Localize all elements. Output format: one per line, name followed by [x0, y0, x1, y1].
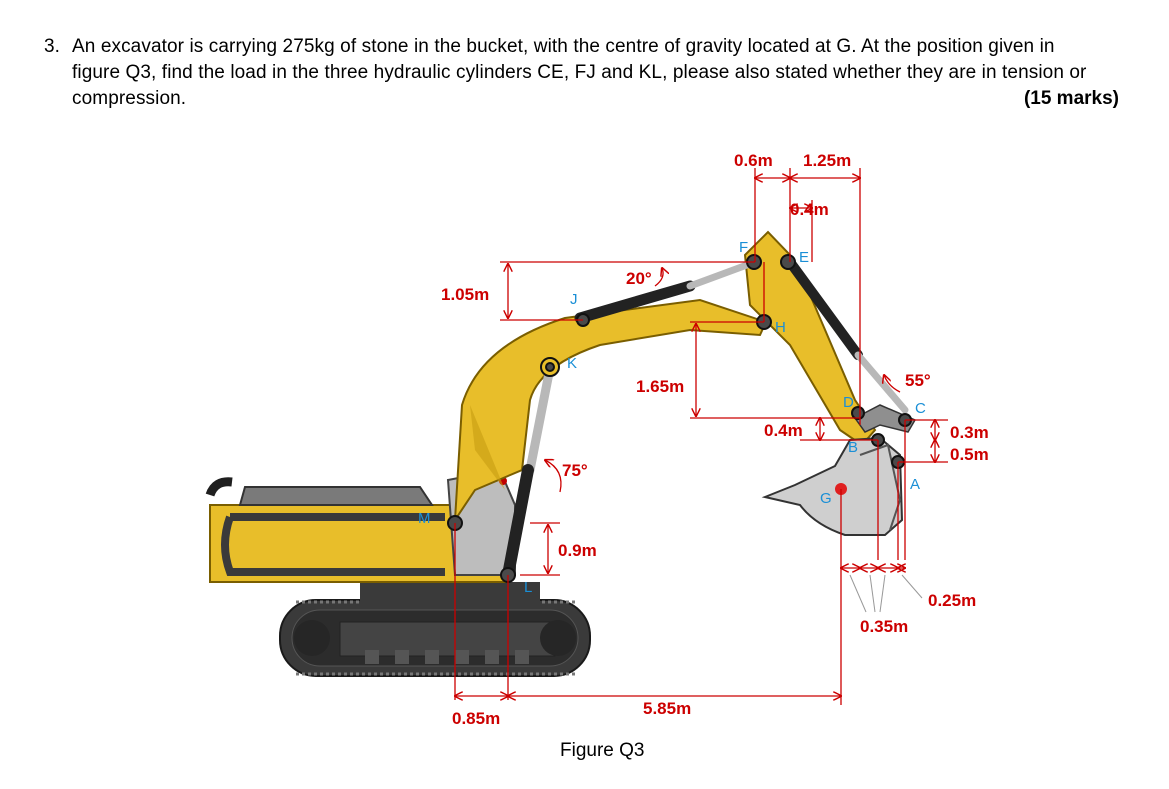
question-number: 3.	[44, 36, 60, 57]
question-marks: (15 marks)	[1023, 88, 1119, 109]
dim-75deg: 75°	[562, 461, 588, 480]
point-label-L: L	[524, 579, 533, 596]
point-label-H: H	[775, 319, 786, 336]
dim-1-05m: 1.05m	[441, 285, 490, 304]
dim-0-35m: 0.35m	[860, 617, 909, 636]
point-label-K: K	[567, 355, 578, 372]
question-line-2: figure Q3, find the load in the three hydraulic cylinders CE, FJ and KL, please also stated whether they are in tension or	[72, 62, 1087, 83]
point-label-J: J	[570, 291, 578, 308]
dim-0-25m: 0.25m	[928, 591, 977, 610]
dim-0-5m: 0.5m	[950, 445, 989, 464]
point-label-F: F	[739, 239, 749, 256]
dim-0-6m: 0.6m	[734, 151, 773, 170]
dim-1-65m: 1.65m	[636, 377, 685, 396]
dim-0-4m-top: 0.4m	[790, 200, 829, 219]
dim-5-85m: 5.85m	[643, 699, 692, 718]
dim-0-85m: 0.85m	[452, 709, 501, 728]
crawler-track	[280, 600, 590, 676]
question-line-3: compression.	[72, 88, 187, 109]
question-line-1: An excavator is carrying 275kg of stone in the bucket, with the centre of gravity located at G. At the position given in	[72, 36, 1055, 57]
point-label-G: G	[820, 490, 832, 507]
point-label-B: B	[848, 439, 859, 456]
upper-body	[210, 470, 540, 604]
point-label-C: C	[915, 400, 926, 417]
dim-0-3m: 0.3m	[950, 423, 989, 442]
dim-55deg: 55°	[905, 371, 931, 390]
point-label-E: E	[799, 249, 810, 266]
point-label-D: D	[843, 394, 854, 411]
leader-lines	[850, 575, 922, 612]
point-label-A: A	[910, 476, 921, 493]
dim-0-9m: 0.9m	[558, 541, 597, 560]
dim-20deg: 20°	[626, 269, 652, 288]
dim-0-4m-mid: 0.4m	[764, 421, 803, 440]
point-label-M: M	[418, 510, 431, 527]
figure-caption: Figure Q3	[560, 740, 645, 761]
dim-1-25m: 1.25m	[803, 151, 852, 170]
